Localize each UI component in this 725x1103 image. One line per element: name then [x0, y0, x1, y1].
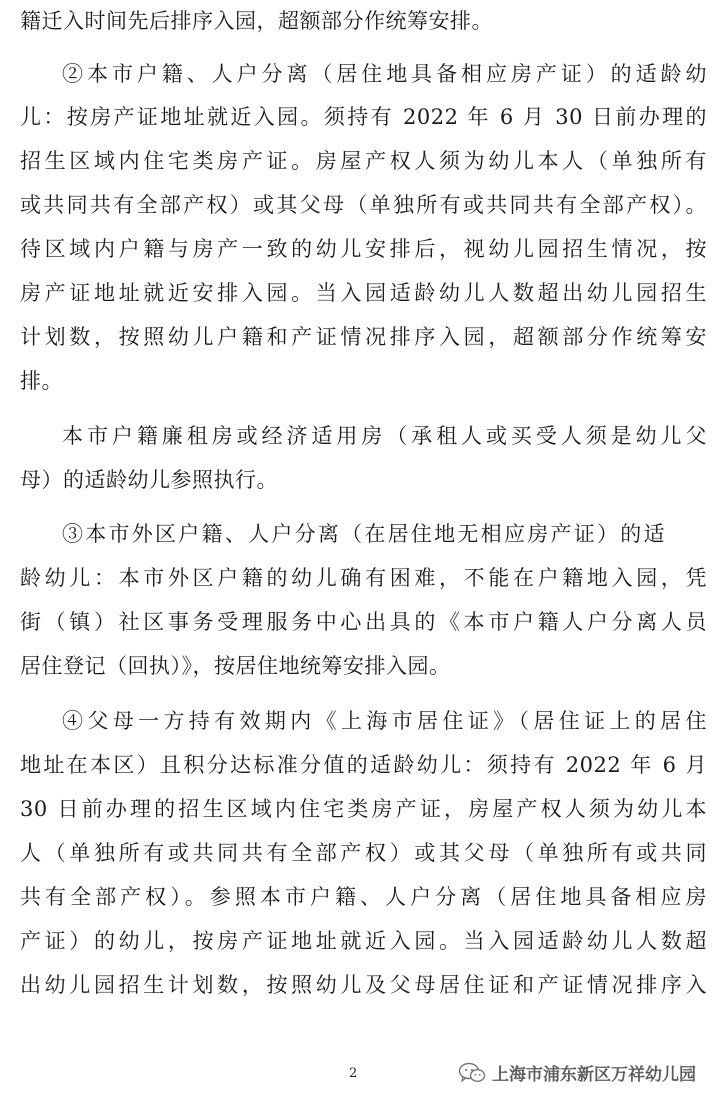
text-line: 地址在本区）且积分达标准分值的适龄幼儿：须持有 2022 年 6 月 — [20, 753, 707, 777]
text-line: 招生区域内住宅类房产证。房屋产权人须为幼儿本人（单独所有 — [20, 149, 707, 173]
page-number: 2 — [349, 1066, 358, 1081]
wechat-icon — [458, 1062, 486, 1084]
text-line: 待区域内户籍与房产一致的幼儿安排后，视幼儿园招生情况，按 — [20, 237, 707, 261]
text-line: 龄幼儿：本市外区户籍的幼儿确有困难，不能在户籍地入园，凭 — [20, 566, 707, 590]
text-line: 房产证地址就近安排入园。当入园适龄幼儿人数超出幼儿园招生 — [20, 281, 707, 305]
paragraph-4-line: ④父母一方持有效期内《上海市居住证》（居住证上的居住 — [62, 709, 707, 733]
text-line: 儿：按房产证地址就近入园。须持有 2022 年 6 月 30 日前办理的 — [20, 105, 707, 129]
text-line: 人（单独所有或共同共有全部产权）或其父母（单独所有或共同 — [20, 841, 707, 865]
watermark-text: 上海市浦东新区万祥幼儿园 — [492, 1065, 696, 1085]
text-line: 30 日前办理的招生区域内住宅类房产证，房屋产权人须为幼儿本 — [20, 797, 707, 821]
text-line: 共有全部产权）。参照本市户籍、人户分离（居住地具备相应房 — [20, 885, 707, 909]
text-line: 居住登记（回执）》，按居住地统筹安排入园。 — [20, 654, 451, 678]
text-line: 籍迁入时间先后排序入园，超额部分作统筹安排。 — [20, 9, 493, 33]
paragraph-2-line: ②本市户籍、人户分离（居住地具备相应房产证）的适龄幼 — [62, 62, 707, 86]
paragraph-3-line: ③本市外区户籍、人户分离（在居住地无相应房产证）的适 — [62, 522, 665, 546]
text-line: 产证）的幼儿，按房产证地址就近入园。当入园适龄幼儿人数超 — [20, 929, 707, 953]
paragraph-line: 本市户籍廉租房或经济适用房（承租人或买受人须是幼儿父 — [62, 424, 707, 448]
text-line: 母）的适龄幼儿参照执行。 — [20, 468, 278, 492]
text-line: 或共同共有全部产权）或其父母（单独所有或共同共有全部产权）。 — [20, 193, 707, 217]
text-line: 街（镇）社区事务受理服务中心出具的《本市户籍人户分离人员 — [20, 610, 707, 634]
text-line: 计划数，按照幼儿户籍和产证情况排序入园，超额部分作统筹安 — [20, 325, 707, 349]
text-line: 排。 — [20, 369, 63, 393]
wechat-watermark — [458, 1060, 696, 1085]
text-line: 出幼儿园招生计划数，按照幼儿及父母居住证和产证情况排序入 — [20, 973, 707, 997]
